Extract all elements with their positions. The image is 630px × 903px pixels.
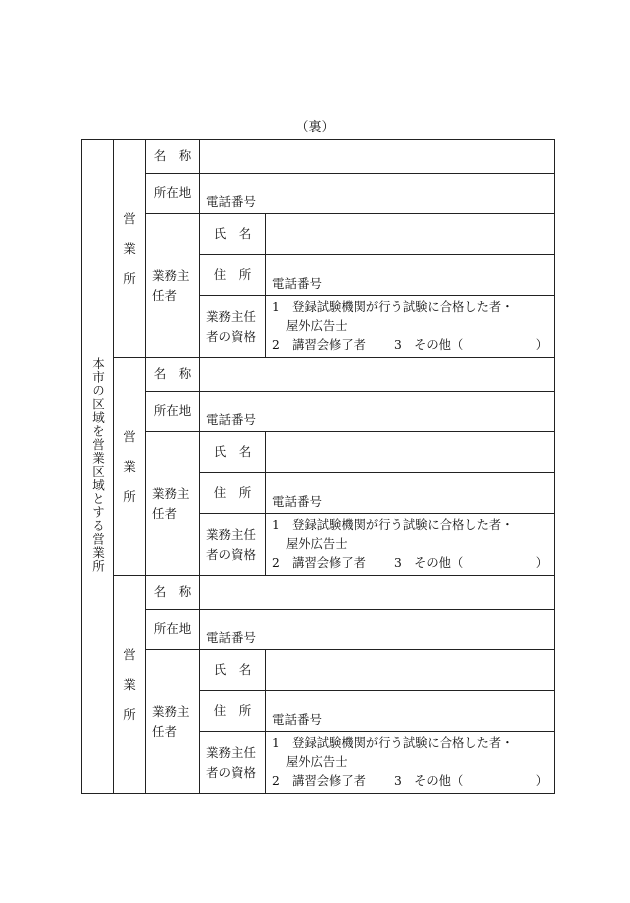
phone-label: 電話番号 — [272, 276, 323, 291]
office-3-person-name-field[interactable] — [266, 650, 555, 691]
office-3-name-row — [82, 576, 555, 610]
outer-label: 本市の区域を営業区域とする営業所 — [90, 357, 106, 574]
office-2-label: 営 業 所 — [114, 358, 146, 576]
phone-label: 電話番号 — [272, 494, 323, 510]
office-1-name-field[interactable] — [200, 140, 555, 174]
office-1-name-row — [82, 140, 555, 174]
office-3-address-field[interactable] — [266, 691, 555, 732]
office-1-qualification-options[interactable]: 1 登録試験機関が行う試験に合格した者・ 屋外広告士 2 講習会修了者 3 その他（ ） — [266, 296, 555, 358]
office-3-label: 営 業 所 — [114, 576, 146, 794]
office-3-name-field[interactable] — [200, 576, 555, 610]
office-2-name-field[interactable] — [200, 358, 555, 392]
office-3-location-field[interactable] — [200, 610, 555, 650]
office-2-qualification-label: 業務主任者の資格 — [200, 514, 266, 576]
office-3-location-row — [82, 610, 555, 650]
office-1-person-name-label: 氏 名 — [200, 214, 266, 255]
office-1-address-label: 住 所 — [200, 255, 266, 296]
office-2-address-field[interactable] — [266, 473, 555, 514]
office-3-name-label: 名 称 — [146, 576, 200, 610]
office-2-location-field[interactable] — [200, 392, 555, 432]
office-1-qualification-label: 業務主任者の資格 — [200, 296, 266, 358]
office-2-person-name-field[interactable] — [266, 432, 555, 473]
office-3-manager-label: 業務主任者 — [146, 650, 200, 794]
phone-label: 電話番号 — [206, 412, 257, 428]
office-1-manager-label: 業務主任者 — [146, 214, 200, 358]
office-2-name-label: 名 称 — [146, 358, 200, 392]
office-2-person-name-row — [82, 432, 555, 473]
page-heading: （裏） — [295, 120, 335, 135]
phone-label: 電話番号 — [206, 630, 257, 646]
office-1-address-field[interactable] — [266, 255, 555, 296]
office-2-person-name-label: 氏 名 — [200, 432, 266, 473]
office-3-location-label: 所在地 — [146, 610, 200, 650]
office-1-location-label: 所在地 — [146, 174, 200, 214]
office-3-address-label: 住 所 — [200, 691, 266, 732]
office-2-location-label: 所在地 — [146, 392, 200, 432]
phone-label: 電話番号 — [206, 194, 257, 209]
office-1-location-field[interactable] — [200, 174, 555, 214]
office-1-location-row — [82, 174, 555, 214]
office-2-name-row — [82, 358, 555, 392]
office-3-person-name-label: 氏 名 — [200, 650, 266, 691]
office-2-location-row — [82, 392, 555, 432]
office-1-label: 営 業 所 — [114, 140, 146, 358]
office-2-qualification-options[interactable]: 1 登録試験機関が行う試験に合格した者・ 屋外広告士 2 講習会修了者 3 その他（ ） — [266, 514, 555, 576]
office-2-address-label: 住 所 — [200, 473, 266, 514]
office-3-qualification-options[interactable]: 1 登録試験機関が行う試験に合格した者・ 屋外広告士 2 講習会修了者 3 その他（ ） — [266, 732, 555, 794]
outer-label-cell — [82, 140, 114, 794]
office-1-person-name-field[interactable] — [266, 214, 555, 255]
office-1-name-label: 名 称 — [146, 140, 200, 174]
office-1-person-name-row — [82, 214, 555, 255]
office-form-table — [81, 139, 555, 794]
office-3-person-name-row — [82, 650, 555, 691]
office-2-manager-label: 業務主任者 — [146, 432, 200, 576]
office-3-qualification-label: 業務主任者の資格 — [200, 732, 266, 794]
phone-label: 電話番号 — [272, 712, 323, 728]
